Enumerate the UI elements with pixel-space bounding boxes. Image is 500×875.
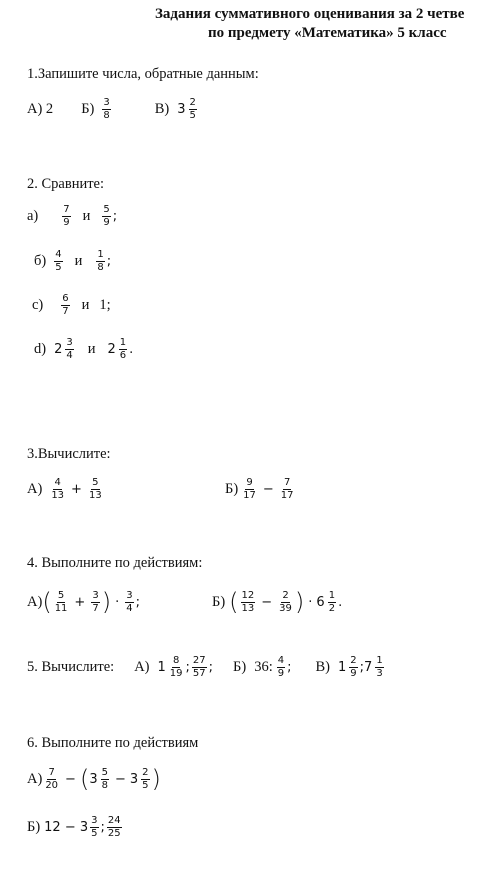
task5-title: 5. Вычислите:	[27, 659, 115, 675]
task3-b: Б) $\frac{9}{17}$ − $\frac{7}{17}$	[225, 477, 294, 501]
task1-items	[27, 98, 199, 121]
doc-title-line1: Задания суммативного оценивания за 2 четве	[155, 6, 465, 22]
task6-a: А) $\frac{7}{20}$ − ( 3 $\frac{5}{8}$ − 3 $\frac{2}{5}$ )	[27, 765, 161, 793]
task1-b-fraction: $\frac{3}{8}$	[103, 97, 110, 121]
task1-c-mixed: 3 $\frac{2}{5}$	[177, 97, 196, 121]
task1-title: 1.Запишите числа, обратные данным:	[27, 66, 259, 82]
task2-b: б) $\frac{4}{5}$ и $\frac{1}{8}$ ;	[34, 249, 112, 273]
doc-title-line2: по предмету «Математика» 5 класс	[208, 25, 447, 41]
task4-a: А) ( $\frac{5}{11}$ + $\frac{3}{7}$ ) · $\frac{3}{4}$ ;	[27, 588, 140, 616]
task3-title: 3.Вычислите:	[27, 446, 111, 462]
task2-c: с) $\frac{6}{7}$ и 1;	[32, 293, 111, 317]
task5-row: 5. Вычислите: А) 1 $\frac{8}{19}$ ; $\frac{27}{57}$ ; Б) 36: $\frac{4}{9}$ ; В) 1 $\frac{2}{9}$ ; 7 $\frac{1}{3}$	[27, 655, 383, 679]
task6-b: Б) 12 − 3 $\frac{3}{5}$ ; $\frac{24}{25}$	[27, 815, 121, 839]
task2-a-fraction2: $\frac{5}{9}$	[103, 204, 110, 228]
task2-a: а) $\frac{7}{9}$ и $\frac{5}{9}$ ;	[27, 204, 118, 228]
task2-d-mixed2: 2 $\frac{1}{6}$	[107, 337, 127, 361]
task2-b-fraction2: $\frac{1}{8}$	[97, 249, 104, 273]
task2-d-mixed1: 2 $\frac{3}{4}$	[54, 337, 73, 361]
task2-d: d) 2 $\frac{3}{4}$ и 2 $\frac{1}{6}$ .	[34, 337, 134, 361]
task2-title: 2. Сравните:	[27, 176, 105, 192]
task3-a: А) $\frac{4}{13}$ + $\frac{5}{13}$	[27, 477, 102, 501]
task4-b: Б) ( $\frac{12}{13}$ − $\frac{2}{39}$ ) · 6 $\frac{1}{2}$ .	[212, 588, 343, 616]
task6-title: 6. Выполните по действиям	[27, 735, 199, 751]
task2-b-fraction1: $\frac{4}{5}$	[55, 249, 62, 273]
task1-b-label: Б)	[81, 101, 95, 117]
task2-a-fraction1: $\frac{7}{9}$	[63, 204, 70, 228]
task2-c-fraction: $\frac{6}{7}$	[62, 293, 69, 317]
task4-title: 4. Выполните по действиям:	[27, 555, 203, 571]
task1-a: А) 2	[27, 101, 54, 117]
task1-c-label: В)	[154, 101, 170, 117]
